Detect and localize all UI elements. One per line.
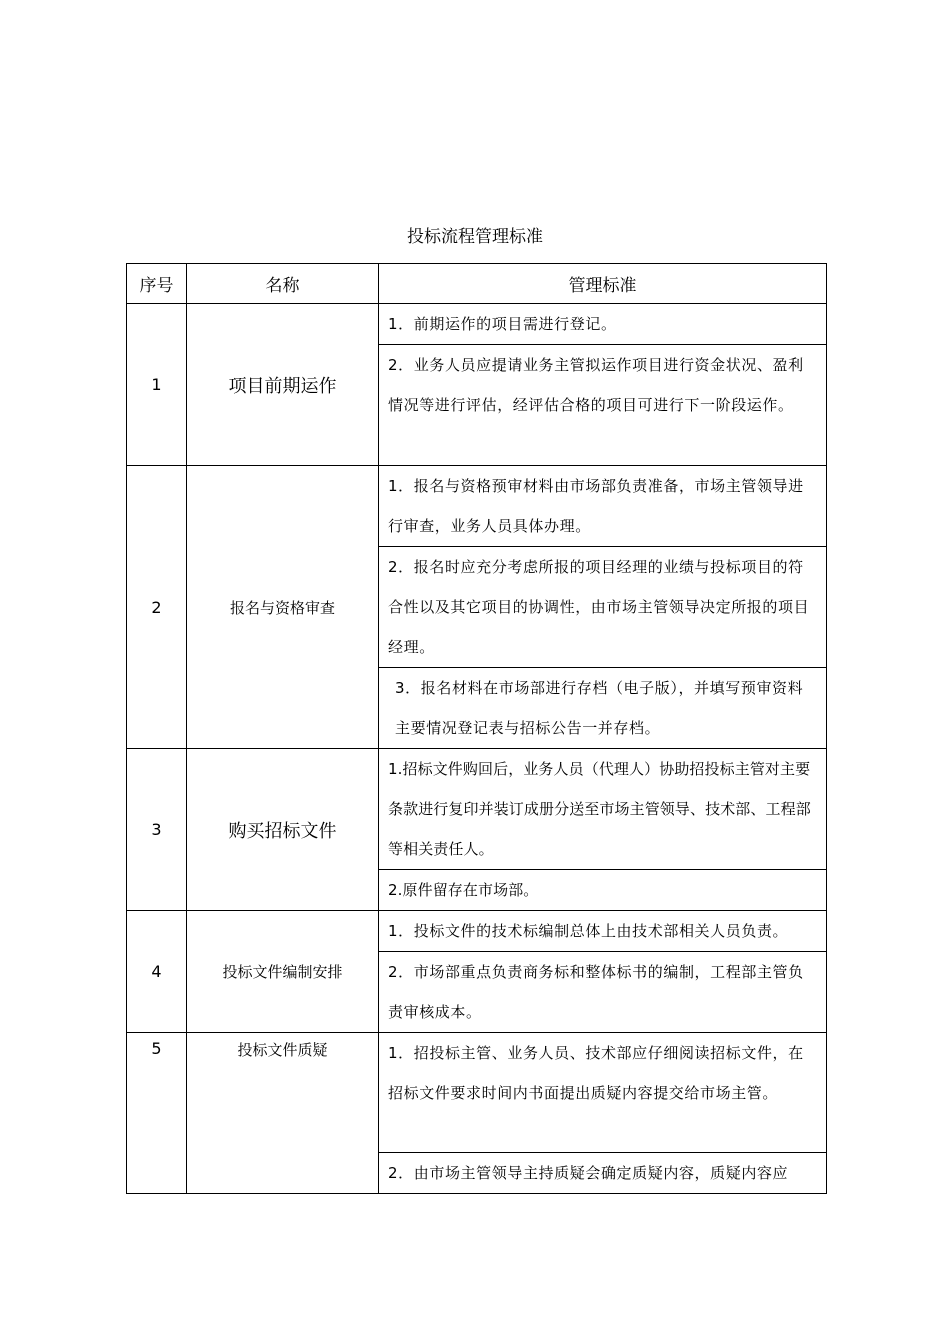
table-row (127, 1033, 827, 1153)
row-number: 1 (127, 304, 187, 466)
standard-item: 2．报名时应充分考虑所报的项目经理的业绩与投标项目的符合性以及其它项目的协调性，由市场主管领导决定所报的项目经理。 (379, 547, 827, 668)
header-standard: 管理标准 (379, 264, 827, 304)
row-number: 3 (127, 749, 187, 911)
row-name: 项目前期运作 (187, 304, 379, 466)
header-name: 名称 (187, 264, 379, 304)
row-number: 4 (127, 911, 187, 1033)
standard-item: 2．由市场主管领导主持质疑会确定质疑内容，质疑内容应 (379, 1153, 827, 1194)
standard-item: 2．市场部重点负责商务标和整体标书的编制，工程部主管负责审核成本。 (379, 952, 827, 1033)
row-name: 报名与资格审查 (187, 466, 379, 749)
table-row (127, 304, 827, 345)
table-row (127, 749, 827, 870)
standards-table (126, 263, 827, 1194)
document-title: 投标流程管理标准 (407, 227, 543, 247)
standard-item: 3．报名材料在市场部进行存档（电子版），并填写预审资料主要情况登记表与招标公告一并存档。 (379, 668, 827, 749)
standard-item: 2.原件留存在市场部。 (379, 870, 827, 911)
table-header-row (127, 264, 827, 304)
table-row (127, 466, 827, 547)
standard-item: 1．招投标主管、业务人员、技术部应仔细阅读招标文件，在招标文件要求时间内书面提出质疑内容提交给市场主管。 (379, 1033, 827, 1153)
standard-item: 2．业务人员应提请业务主管拟运作项目进行资金状况、盈利情况等进行评估，经评估合格的项目可进行下一阶段运作。 (379, 345, 827, 466)
table-row (127, 911, 827, 952)
standard-item: 1．报名与资格预审材料由市场部负责准备，市场主管领导进行审查，业务人员具体办理。 (379, 466, 827, 547)
standard-item: 1.招标文件购回后，业务人员（代理人）协助招投标主管对主要条款进行复印并装订成册分送至市场主管领导、技术部、工程部等相关责任人。 (379, 749, 827, 870)
row-number: 5 (127, 1033, 187, 1194)
header-no: 序号 (127, 264, 187, 304)
row-name: 购买招标文件 (187, 749, 379, 911)
standard-item: 1．投标文件的技术标编制总体上由技术部相关人员负责。 (379, 911, 827, 952)
row-number: 2 (127, 466, 187, 749)
row-name: 投标文件质疑 (187, 1033, 379, 1194)
standard-item: 1．前期运作的项目需进行登记。 (379, 304, 827, 345)
row-name: 投标文件编制安排 (187, 911, 379, 1033)
